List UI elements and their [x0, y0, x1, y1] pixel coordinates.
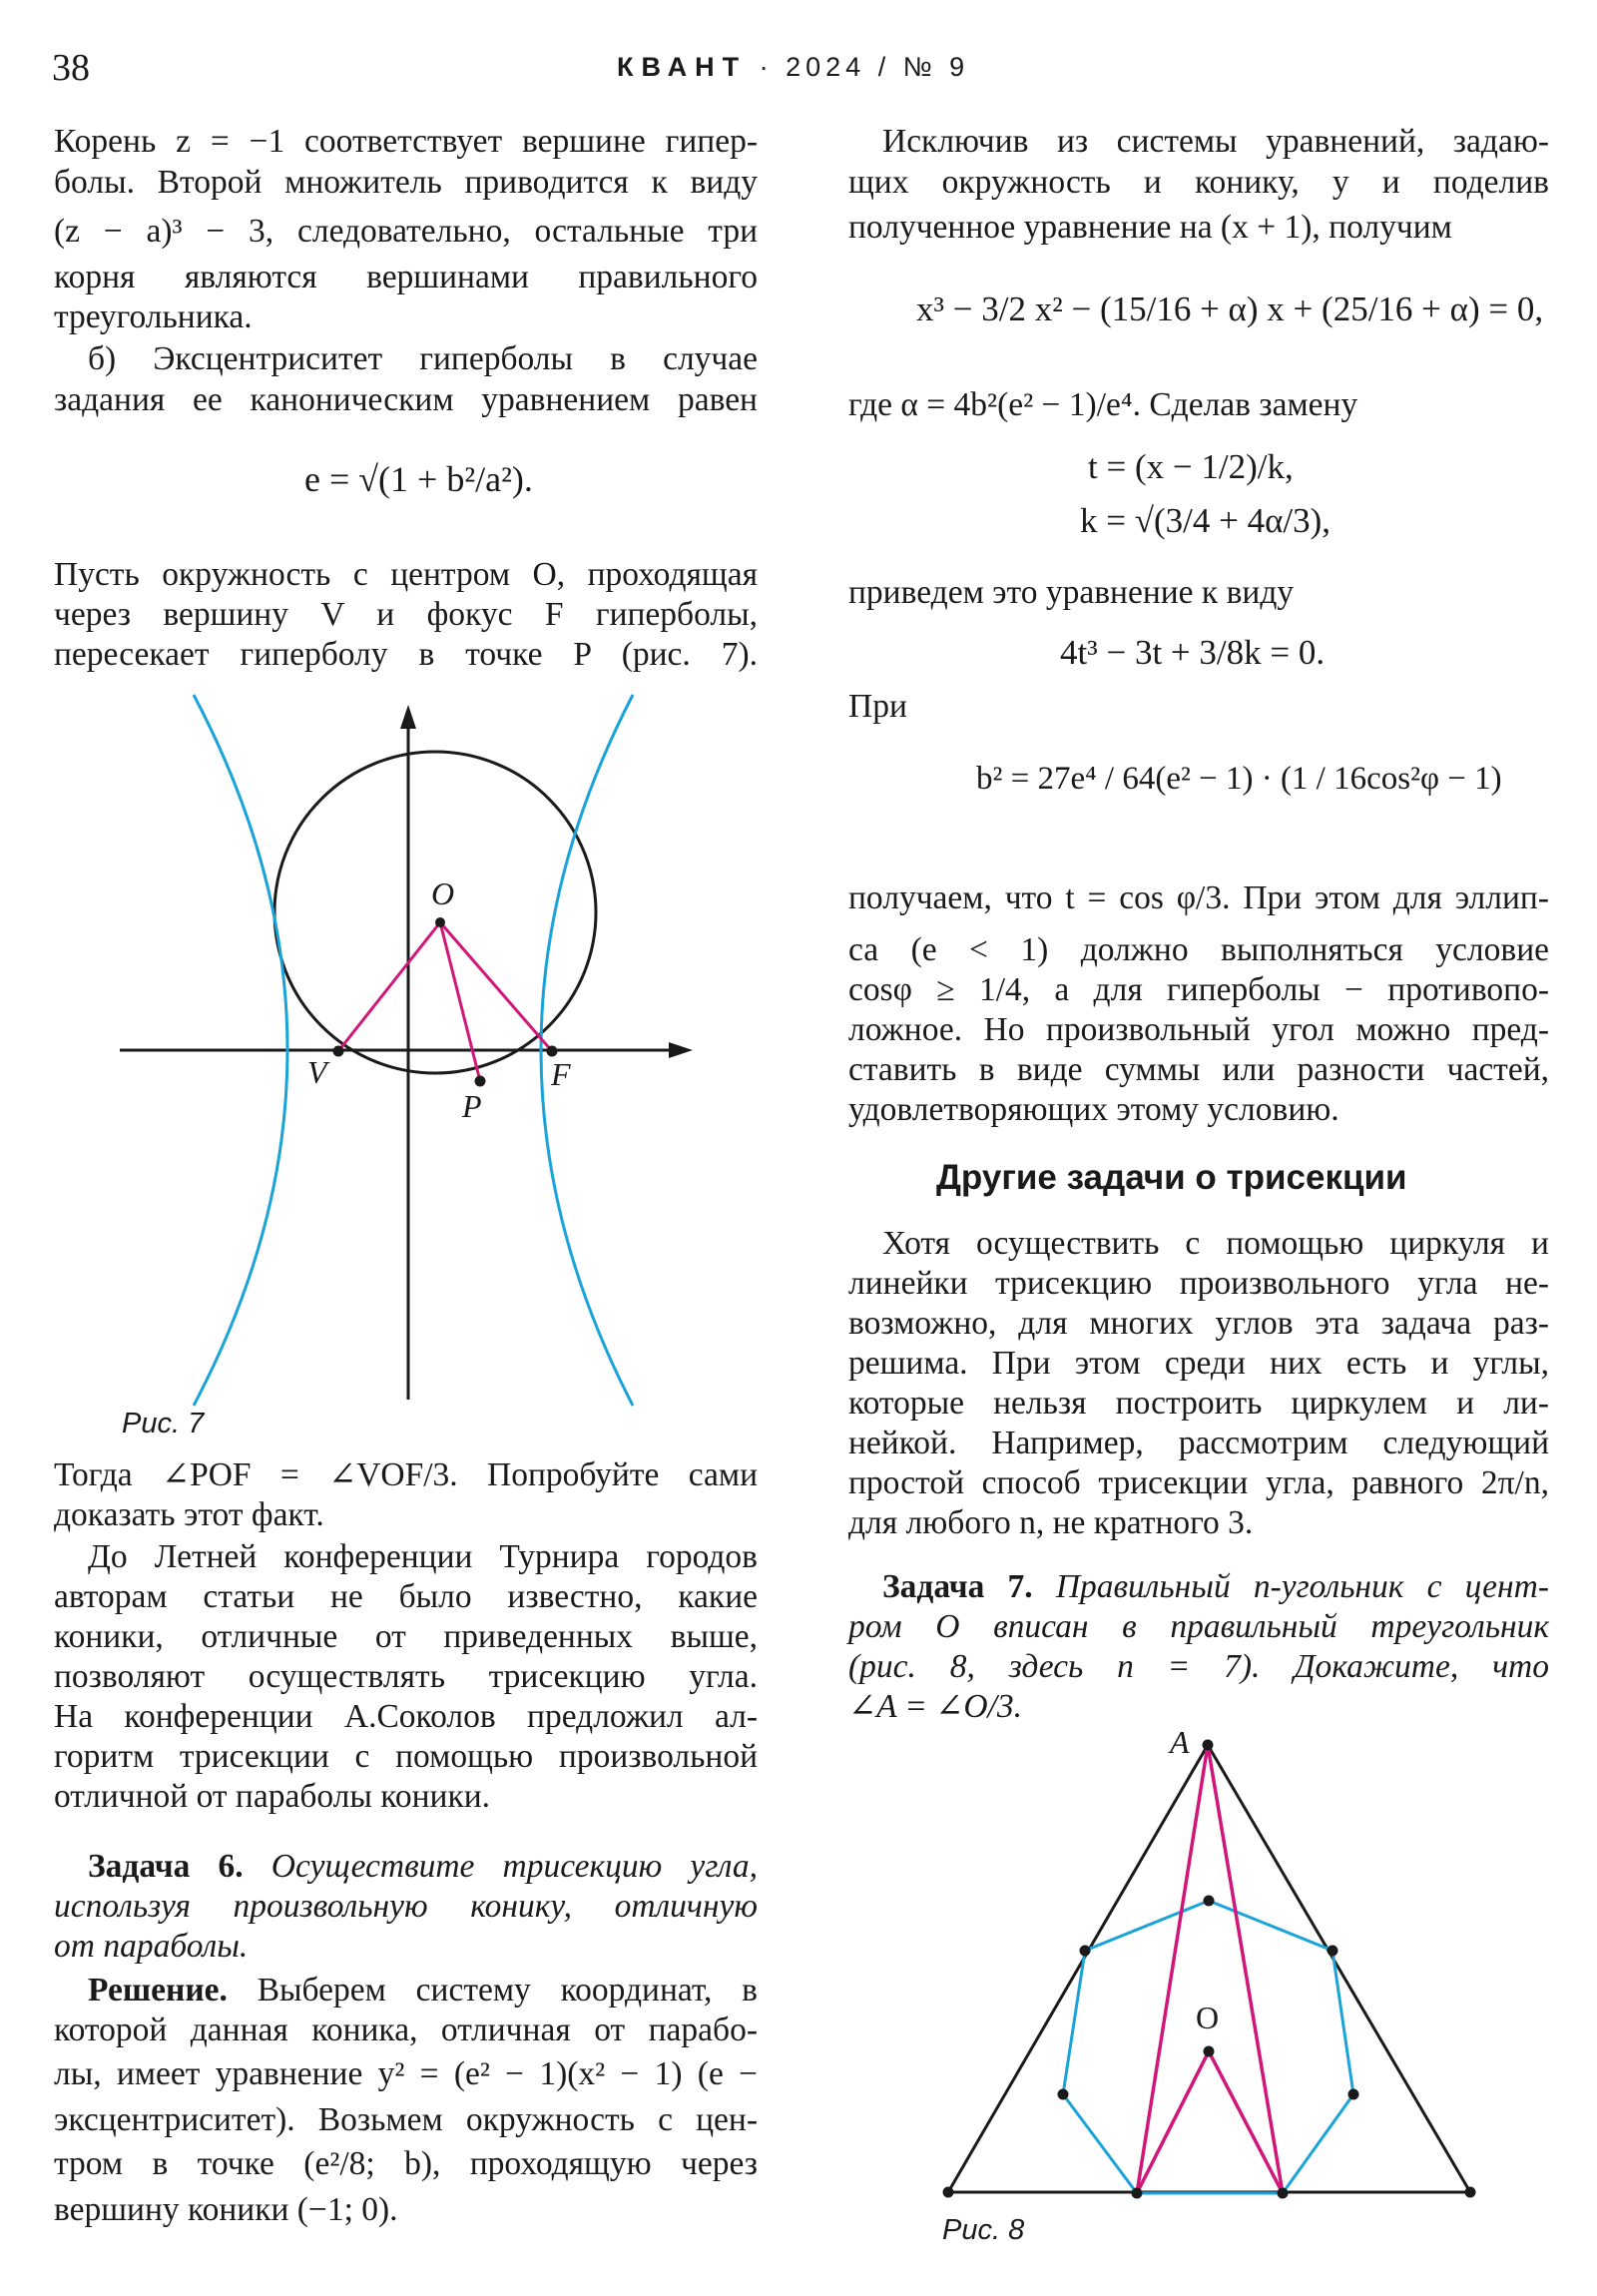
solution-line2: которой данная коника, отличная от парабо- [54, 2011, 758, 2048]
label-p: P [462, 1088, 482, 1124]
point-o [1204, 2046, 1215, 2057]
right-where-line: где α = 4b²(e² − 1)/e⁴. Сделав замену [848, 386, 1358, 423]
left-p4-line2: доказать этот факт. [54, 1496, 324, 1533]
solution-line5: тром в точке (e²/8; b), проходящую через [54, 2145, 758, 2182]
task-6-line1 [54, 1847, 758, 1887]
left-p5-line4: позволяют осуществлять трисекцию угла. [54, 1658, 758, 1695]
equation-b-squared: b² = 27e⁴ / 64(e² − 1) · (1 / 16cos²φ − 1) [976, 761, 1502, 797]
left-p1-line2: болы. Второй множитель приводится к виду [54, 164, 758, 201]
figure-8-caption: Рис. 8 [942, 2214, 1025, 2246]
left-p1-line3: (z − a)³ − 3, следовательно, остальные три [54, 213, 758, 250]
left-p3-line1: Пусть окружность с центром O, проходящая [54, 556, 758, 593]
right-p3-line5: которые нельзя построить циркулем и ли- [848, 1385, 1549, 1422]
equation-substitution-t: t = (x − 1/2)/k, [1088, 447, 1294, 486]
solution-title: Решение. [88, 1972, 228, 2009]
right-p2-line6: удовлетворяющих этому условию. [848, 1091, 1339, 1128]
heptagon-vertex [1132, 2188, 1143, 2199]
heptagon-vertex [1058, 2089, 1069, 2100]
task-7-line4: ∠A = ∠O/3. [848, 1688, 1022, 1725]
heptagon-vertex [1278, 2188, 1289, 2199]
issue-number: · 2024 / № 9 [759, 52, 970, 82]
point-a [1203, 1740, 1214, 1751]
outer-triangle [948, 1745, 1470, 2192]
left-p5-line1: До Летней конференции Турнира городов [88, 1538, 758, 1575]
right-p2-line4: ложное. Но произвольный угол можно пред- [848, 1011, 1549, 1048]
figure-7-caption: Рис. 7 [122, 1408, 205, 1439]
right-p3-line3: возможно, для многих углов эта задача раз- [848, 1305, 1549, 1342]
task-7-title: Задача 7. [882, 1568, 1033, 1605]
task-6-line3: от параболы. [54, 1928, 249, 1965]
right-p3-line4: решима. При этом среди них есть и углы, [848, 1345, 1549, 1382]
left-p5-line7: отличной от параболы коники. [54, 1778, 491, 1815]
right-p3-line6: нейкой. Например, рассмотрим следующий [848, 1425, 1549, 1461]
point-f [547, 1046, 558, 1057]
task-6-text-1: Осуществите трисекцию угла, [270, 1848, 759, 1885]
label-a: A [1170, 1727, 1190, 1760]
task-7-text-1: Правильный n-угольник с цент- [1055, 1568, 1550, 1605]
page-number: 38 [52, 47, 90, 89]
task-6-title: Задача 6. [88, 1848, 244, 1885]
solution-line1 [54, 1971, 758, 2010]
running-header [617, 52, 969, 83]
circle-centered-o [274, 752, 596, 1073]
section-heading: Другие задачи о трисекции [936, 1158, 1407, 1197]
right-p3-line1: Хотя осуществить с помощью циркуля и [882, 1225, 1549, 1262]
right-p2-line2: са (e < 1) должно выполняться условие [848, 931, 1549, 968]
left-p2-line2: задания ее каноническим уравнением равен [54, 381, 758, 418]
heptagon-vertex [1080, 1946, 1091, 1957]
heptagon-vertex [1348, 2089, 1359, 2100]
task-7-line3: (рис. 8, здесь n = 7). Докажите, что [848, 1648, 1549, 1685]
point-p [475, 1076, 486, 1087]
right-p2-line5: ставить в виде суммы или разности частей, [848, 1051, 1549, 1088]
left-p1-line4: корня являются вершинами правильного [54, 259, 758, 295]
point-v [333, 1046, 344, 1057]
right-p2-line1: получаем, что t = cos φ/3. При этом для эллип- [848, 879, 1549, 916]
right-p1-line2: щих окружность и конику, y и поделив [848, 164, 1549, 201]
left-p3-line3: пересекает гиперболу в точке P (рис. 7). [54, 636, 758, 673]
segment-a-lines [1137, 1745, 1283, 2193]
heptagon-vertex [1204, 1896, 1215, 1907]
figure-8 [928, 1727, 1487, 2206]
right-p3-line7: простой способ трисекции угла, равного 2π/n, [848, 1464, 1549, 1501]
task-7-line2: ром O вписан в правильный треугольник [848, 1608, 1549, 1645]
right-reduce-line: приведем это уравнение к виду [848, 574, 1295, 611]
y-axis-arrow-icon [400, 705, 416, 729]
right-p3-line2: линейки трисекцию произвольного угла не- [848, 1265, 1549, 1302]
solution-line4: эксцентриситет). Возьмем окружность с цен- [54, 2101, 758, 2138]
equation-cubic-x: x³ − 3/2 x² − (15/16 + α) x + (25/16 + α) = 0, [916, 289, 1544, 328]
solution-line3: лы, имеет уравнение y² = (e² − 1)(x² − 1) (e − [54, 2055, 758, 2092]
label-o: O [431, 875, 455, 911]
triangle-vertex [1465, 2187, 1476, 2198]
x-axis-arrow-icon [669, 1042, 693, 1058]
left-p5-line3: коники, отличные от приведенных выше, [54, 1618, 758, 1655]
equation-cubic-t: 4t³ − 3t + 3/8k = 0. [1060, 633, 1326, 672]
label-v: V [307, 1054, 327, 1090]
left-p4-line1: Тогда ∠POF = ∠VOF/3. Попробуйте сами [54, 1456, 758, 1493]
left-p2-line1: б) Эксцентриситет гиперболы в случае [88, 340, 758, 377]
journal-name: КВАНТ [617, 52, 748, 82]
task-6-line2: используя произвольную конику, отличную [54, 1888, 758, 1925]
right-p3-line8: для любого n, не кратного 3. [848, 1504, 1254, 1541]
label-o: O [1196, 2000, 1220, 2035]
solution-text-1: Выберем систему координат, в [257, 1972, 758, 2009]
equation-eccentricity: e = √(1 + b²/a²). [304, 459, 533, 499]
right-p1-line1: Исключив из системы уравнений, задаю- [882, 123, 1549, 160]
left-p1-line5: треугольника. [54, 298, 253, 335]
left-p5-line6: горитм трисекции с помощью произвольной [54, 1738, 758, 1775]
label-f: F [551, 1056, 571, 1092]
figure-7 [110, 689, 709, 1418]
heptagon-vertex [1328, 1946, 1338, 1957]
solution-line6: вершину коники (−1; 0). [54, 2191, 398, 2228]
left-p5-line5: На конференции А.Соколов предложил ал- [54, 1698, 758, 1735]
equation-k: k = √(3/4 + 4α/3), [1080, 501, 1331, 540]
point-o [435, 917, 445, 927]
right-p2-line3: cosφ ≥ 1/4, а для гиперболы − противопо- [848, 971, 1549, 1008]
triangle-vertex [943, 2187, 954, 2198]
right-p1-line3: полученное уравнение на (x + 1), получим [848, 209, 1452, 246]
task-7-line1 [848, 1567, 1549, 1607]
left-p5-line2: авторам статьи не было известно, какие [54, 1578, 758, 1615]
left-p1-line1: Корень z = −1 соответствует вершине гипер- [54, 123, 758, 160]
left-p3-line2: через вершину V и фокус F гиперболы, [54, 596, 758, 633]
right-pri-line: При [848, 688, 907, 725]
